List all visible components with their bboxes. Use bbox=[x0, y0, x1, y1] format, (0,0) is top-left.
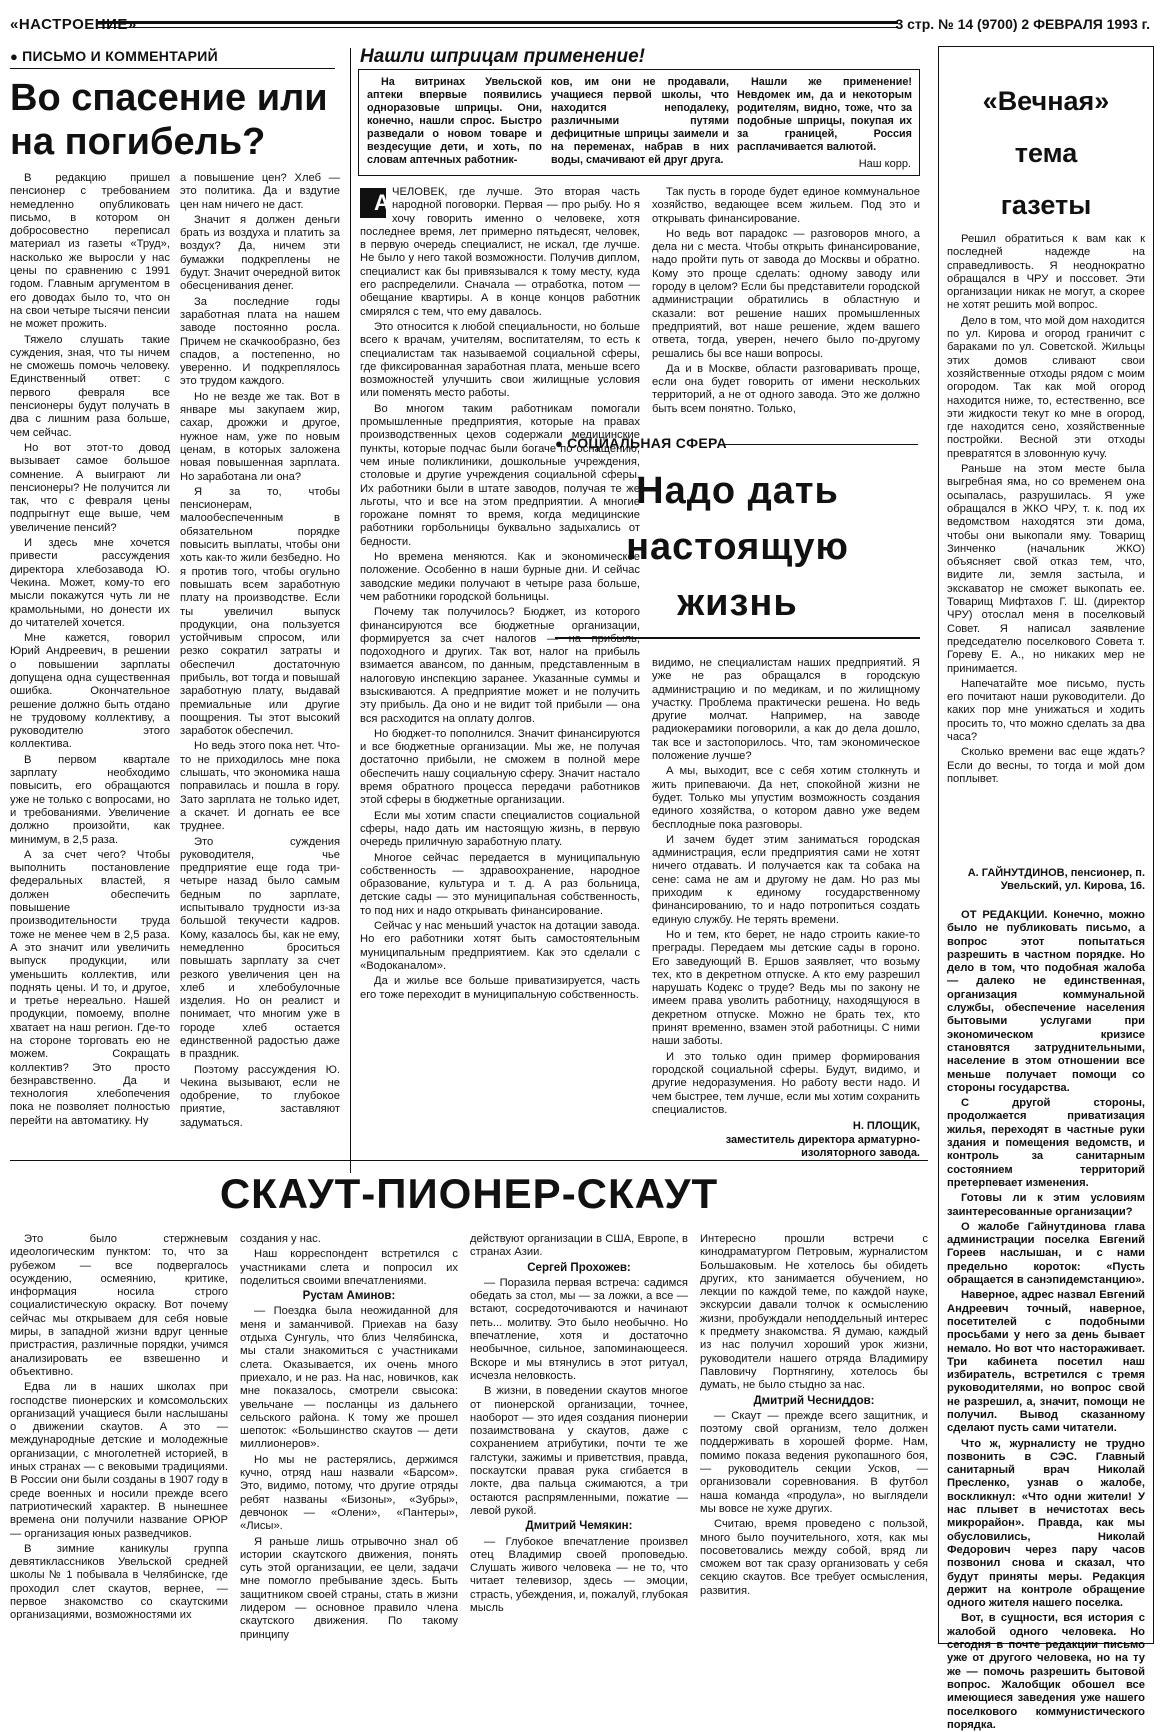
paragraph: А мы, выходит, все с себя хотим столкнуть и жить припеваючи. Да нет, спокойной жизни не будет. Только мы упустим возможность создания единого хозяйства, о котором давно уже ведем бесплодные пока разговоры. bbox=[652, 765, 920, 831]
article4-title bbox=[939, 75, 1153, 231]
paragraph: На витринах Увельской аптеки впервые появились одноразовые шприцы. Они, конечно, нашли спрос. Быстро разведали о новом товаре и вездесущие дети, и хоть, по словам аптечных работник- bbox=[367, 76, 542, 166]
paragraph: Но и тем, кто берет, не надо строить какие-то преграды. Передаем мы детские сады в гороно. Его заведующий В. Ершов заявляет, что возьму тех, кто в декретном отпуске. А кто ему разрешил нарушать Кодекс о труде? Ведь мы по закону не имеем права уволить работницу, находящуюся в декретном отпуске. Можно не брать тех, кто принят временно, взамен этой работницы. С ними наши заботы. bbox=[652, 928, 920, 1048]
paragraph: О жалобе Гайнутдинова глава администрации поселка Евгений Гореев наслышан, и с нами предельно короток: «Пусть обращается в санэпидемстанцию». bbox=[947, 1220, 1145, 1287]
article2-signature: Наш корр. bbox=[858, 158, 911, 170]
paragraph: — Глубокое впечатление произвел отец Владимир своей проповедью. Слушать живого человека — не то, что читает телевизор, здесь — эмоции, страсть, убеждения, и, пожалуй, глубокая мысль bbox=[470, 1535, 689, 1615]
paragraph: А за счет чего? Чтобы выполнить постановление федеральных властей, я должен обеспечить повышение производительности труда тоже не менее чем в 2,5 раза. А это значит или увеличить выпуск продукции, или уменьшить коллектив, или поднять цены. И то, и другое, и третье нереально. Нашей продукции, помоему, вполне хватает на наш регион. Где-то на стороне торговать ею не можем. Сокращать коллектив? Это просто безнравственно. Да и технология хлебопечения пока не позволяет полностью перейти на автоматику. Ну bbox=[10, 848, 170, 1127]
divider bbox=[555, 637, 920, 639]
paragraph: — Поразила первая встреча: садимся обедать за стол, мы — за ложки, а все — встают, сосредоточиваются и начинают петь... молитву. Это было необычно. Но впечатление, хотя и достаточно необычное, сильное, запоминающееся. Вскоре и мы втянулись в этот ритуал, исчезла неловкость. bbox=[470, 1276, 688, 1382]
issue-info: 3 стр. № 14 (9700) 2 ФЕВРАЛЯ 1993 г. bbox=[895, 16, 1150, 32]
paragraph: Поэтому рассуждения Ю. Чекина вызывают, если не одобрение, то глубокое приятие, заставляют задуматься. bbox=[180, 1063, 340, 1129]
article4-editorial bbox=[947, 909, 1145, 1731]
paragraph: Сейчас у нас меньший участок на дотации завода. Но его работники хотят быть самостоятельным муниципальным предприятием. Как это сделали с «Водоканалом». bbox=[360, 920, 640, 972]
paragraph: Многое сейчас передается в муниципальную собственность — здравоохранение, народное образование, культура и т. д. А раз больница, детские сады — это муниципальная собственность, то под них и надо открывать финансирование. bbox=[360, 851, 640, 917]
paragraph: Что ж, журналисту не трудно позвонить в СЭС. Главный санитарный врач Николай Пресленко, узнав о жалобе, воскликнул: «Что одни жители! У нас плывет в нечистотах весь микрорайон». Правда, как мы обусловились, Николай Федорович через пару часов позвонил снова и сказал, что будут приняты меры. Редакция держит на контроле обращение одного жителя нашего поселка. bbox=[947, 1437, 1145, 1610]
title-line: настоящую bbox=[626, 526, 849, 568]
paragraph: Нашли же применение! Невдомек им, да и некоторым родителям, видно, тоже, что за подобные шприцы, покупая их за границей, Россия расплачивается валютой. bbox=[737, 76, 912, 153]
publication-name: «НАСТРОЕНИЕ» bbox=[10, 16, 137, 33]
paragraph: Но ведь вот парадокс — разговоров много, а дела ни с места. Чтобы открыть финансирование, надо пройти путь от завода до Москвы и обратно. Кому это проще сделать: одному заводу или городу в целом? Если бы представители городской администрации обратились в областную и сказали: вот решение наших промышленных предприятий, вот наше решение, ждем вашего ответа, тогда, уверен, нечего было по-другому решались бы все наши вопросы. bbox=[652, 227, 920, 360]
paragraph: Я за то, чтобы пенсионерам, малообеспеченным в обязательном порядке повысить выплаты, чтобы они хоть как-то жили безбедно. Но я против того, чтобы огульно повышать всем заработную плату на производстве. Если ты увеличил выпуск продукции, она пользуется устойчивым спросом, или резко сократил затраты и обеспечил достаточную прибыль, вот тогда и повышай заработную плату, выдавай премиальные или другие поощрения. Ты этот высокий заработок обеспечил. bbox=[180, 485, 340, 738]
header-rule bbox=[98, 21, 898, 24]
paragraph: Дело в том, что мой дом находится по ул. Кирова и огород граничит с бараками по ул. Советской. Жильцы этих домов сливают свои хозяйственные отходы рядом с моим огородом. Так как мой огород находится ниже, то, естественно, все эти жидкости текут ко мне в огород, где находится сено, хозяйственные постройки. Весной эти отходы превратятся в зловонную кучу. bbox=[947, 314, 1145, 460]
paragraph: ЧЕЛОВЕК, где лучше. Это вторая часть народной поговорки. Первая — про рыбу. Но я хочу говорить именно о человеке, хотя последнее время, лет примерно пятьдесят, человек, в первую очередь специалист, не искал, где лучше. Не было у него такой возможности. Получив диплом, специалист как бы привязывался к тому месту, куда его распределили. Сначала — отработка, потом — обещание квартиры. А в конце концов работник смирялся с тем, что ему давалось. bbox=[360, 186, 640, 318]
paragraph: Но ведь этого пока нет. Что-то не приходилось мне пока слышать, что экономика наша поправилась и пошла в гору. Зато зарплата не только идет, а скачет. И догнать ее все труднее. bbox=[180, 740, 340, 833]
article3-signature-title: заместитель директора арматурно-изоляторного завода. bbox=[725, 1134, 920, 1159]
paragraph: Напечатайте мое письмо, пусть его почитают наши руководители. До каких пор мне унижаться и ходить просить то, что можно сделать за два часа? bbox=[947, 677, 1145, 743]
paragraph: ков, им они не продавали, учащиеся первой школы, что находится неподалеку, различными путями дефицитные шприцы заимели и на переменах, набрав в них воды, смачивают ей друг друга. bbox=[551, 76, 729, 166]
rubric-social-sphere: ● СОЦИАЛЬНАЯ СФЕРА bbox=[555, 435, 727, 451]
paragraph: Это суждения руководителя, чье предприятие еще года три-четыре назад было самым бедным по зарплате, испытывало трудности из-за большой текучести кадров. Кому, казалось бы, как не ему, немедленно броситься повышать зарплату за счет резкого увеличения цен на хлеб и хлебобулочные изделия. Но он реалист и понимает, что многим уже в городе хлеб остается единственной радостью даже в праздник. bbox=[180, 835, 340, 1061]
title-line: тема bbox=[1014, 138, 1078, 168]
paragraph: Почему так получилось? Бюджет, из которого финансируются все бюджетные организации, формируется за счет налогов — на прибыль, подоходного и других. Так вот, налог на прибыль взимается авансом, по данным, представленным в налоговую инспекцию заранее. Указанные суммы и взыскиваются. А предприятие может и не получить эту прибыль. Да оно и не видит той прибыли — она вся расходится на оплату долгов. bbox=[360, 606, 640, 725]
article1-column-1 bbox=[10, 172, 170, 1172]
drop-cap: А bbox=[360, 188, 386, 218]
paragraph: Но времена меняются. Как и экономическое положение. Особенно в наши бурные дни. И сейчас заводские медики получают в четыре раза больше, чем работники городской больницы. bbox=[360, 551, 640, 603]
paragraph: Да и жилье все больше приватизируется, часть его тоже переходит в муниципальную собственность. bbox=[360, 975, 640, 1001]
article4-letter bbox=[947, 233, 1145, 863]
speaker-name: Рустам Аминов: bbox=[302, 1290, 396, 1303]
paragraph: Это было стержневым идеологическим пунктом: то, что за рубежом — все подвергалось осуждению, осмеянию, критике, информация носила строго социалистическую окраску. Вот почему сейчас мы открываем для себя новые миры, в западной жизни вдруг ценные пристрастия, различные порядки, учимся анализировать ее взвешенно и объективно. bbox=[10, 1233, 228, 1378]
article3-column-b-bottom bbox=[652, 657, 920, 1116]
title-line: газеты bbox=[1000, 190, 1092, 220]
article5-column-4 bbox=[700, 1233, 928, 1643]
paragraph: Да и в Москве, области разговаривать проще, если она будет говорить от имени нескольких территорий, а не от одного завода. Это же должно быть всем понятно. Только, bbox=[652, 362, 920, 415]
paragraph: Мне кажется, говорил Юрий Андреевич, в решении о повышении зарплаты допущена одна существенная ошибка. Окончательное решение должно быть отдано не трудовому коллективу, а руководителю этого коллектива. bbox=[10, 632, 170, 751]
paragraph: И здесь мне хочется привести рассуждения директора хлебозавода Ю. Чекина. Может, кому-то его мысли покажутся чуть ли не крамольными, но донести их до читателей хочется. bbox=[10, 537, 170, 629]
paragraph: Тяжело слушать такие суждения, зная, что ты ничем не сможешь помочь человеку. Единственный ответ: с первого февраля все пенсионеры будут получать в два с лишним раза больше, чем сейчас. bbox=[10, 333, 170, 439]
article3-title bbox=[555, 463, 920, 631]
divider bbox=[10, 68, 335, 69]
paragraph: — Скаут — прежде всего защитник, и поэтому свой организм, тело должен поддерживать в хорошей форме. Нам, помимо показа ведения рукопашного боя, — руководитель секции Усков, — организовали соревнования. В футбол наша команда «продула», но выглядели мы вовсе не хуже других. bbox=[700, 1409, 928, 1515]
article3-column-a bbox=[360, 186, 640, 1151]
paragraph: — Поездка была неожиданной для меня и заманчивой. Приехав на базу отдыха Сунгуль, что близ Челябинска, мы стали знакомиться с участниками слета. Оказывается, их очень много приехало, и не раз. На нас, новичков, как мне показалось, смотрели свысока: увельчане — посланцы из дальнего сельского района. К тому же прошел шепоток: «Большинство скаутов — дети миллионеров». bbox=[240, 1305, 458, 1451]
paragraph: Сколько времени вас еще ждать? Если до весны, то тогда и мой дом поплывет. bbox=[947, 746, 1145, 785]
article-title: Во спасение или на погибель? bbox=[10, 77, 328, 163]
article5-column-1 bbox=[10, 1233, 228, 1643]
paragraph: а повышение цен? Хлеб — это политика. Да и вздутие цен нам ничего не даст. bbox=[180, 172, 340, 211]
paragraph: Раньше на этом месте была выгребная яма, но со временем она осыпалась, разрушилась. Я уже обращался в ЖКО ЧРУ, т. к. под их ведомством находятся эти дома, чтобы они выкопали яму. Товарищ Зинченко (начальник ЖКО) объясняет свой отказ тем, что, видите ли, земля застыла, и экскаватор не сможет выкопать ее. Товарищ Мифтахов Г. Ш. (директор ЧРУ) отослал меня в поселковый Совет. Я написал заявление председателю поселкового Совета т. Гореву Е. А., но никаких мер не принимается. bbox=[947, 463, 1145, 675]
paragraph: В первом квартале зарплату необходимо повысить, его обращаются уже не только с вопросами, но и требованиями. Увеличение должно произойти, как минимум, в 2,5 раза. bbox=[10, 753, 170, 846]
speaker-name: Дмитрий Чемякин: bbox=[525, 1520, 633, 1533]
article2-column-2 bbox=[551, 76, 729, 171]
article5-column-2 bbox=[240, 1233, 458, 1643]
paragraph: Наверное, адрес назвал Евгений Андреевич точный, наверное, посетителей с подобными просьбами у него за день бывает немало. Но вот что настораживает. Три кабинета посетил наш избиратель, встретился с тремя руководителями, но вопрос свой не разрешил, а, значит, помощи не получил. Вывод сказанному сделают пусть сами читатели. bbox=[947, 1289, 1145, 1435]
rubric-letter-comment: ● ПИСЬМО И КОММЕНТАРИЙ bbox=[10, 48, 218, 64]
article1-column-2 bbox=[180, 172, 340, 1172]
paragraph: С другой стороны, продолжается приватизация жилья, переходят в частные руки здания и помещения ведомств, и контроль за санитарным состоянием территорий претерпевает изменения. bbox=[947, 1097, 1145, 1189]
paragraph: Но не везде же так. Вот в январе мы закупаем жир, сахар, дрожжи и другое, нужное нам, уже по новым ценам, в которых заложена новая повышенная зарплата. Но заработана ли она? bbox=[180, 390, 340, 483]
paragraph: Но бюджет-то пополнился. Значит финансируются и все бюджетные организации. Мы же, не получая достаточно прибыли, не сможем в полной мере обеспечить нашу социальную сферу. Значит настало время обратного процесса передачи работников этой сферы в бюджетные организации. bbox=[360, 727, 640, 807]
paragraph: И это только один пример формирования городской социальной сферы. Будут, видимо, и другие недоразумения. Но работу вести надо. И чем быстрее, тем лучше, если мы хотим сохранить специалистов. bbox=[652, 1050, 920, 1116]
paragraph: Но мы не растерялись, держимся кучно, отряд наш назвали «Барсом». Это, видимо, потому, что другие отряды ребят названы «Бизоны», «Зубры», девчонок — «Олени», «Пантеры», «Лисы». bbox=[240, 1453, 458, 1533]
paragraph: действуют организации в США, Европе, в странах Азии. bbox=[470, 1233, 688, 1259]
paragraph: Но вот этот-то довод вызывает самое большое сомнение. А выиграют ли пенсионеры? Не получится ли так, что с февраля цены подпрыгнут еще выше, чем увеличение пенсий? bbox=[10, 441, 170, 534]
paragraph: Так пусть в городе будет единое коммунальное хозяйство, ведающее всем жильем. Под это и открывать финансирование. bbox=[652, 186, 920, 225]
paragraph: За последние годы заработная плата на нашем заводе постоянно росла. Причем не скачкообразно, без спадов, а постепенно, но уверенно. И подкреплялось это трудом каждого. bbox=[180, 295, 340, 388]
paragraph: Наш корреспондент встретился с участниками слета и попросил их поделиться своими впечатлениями. bbox=[240, 1248, 458, 1287]
title-line: жизнь bbox=[677, 582, 798, 624]
paragraph: Решил обратиться к вам как к последней надежде на справедливость. Я неоднократно обращался в ЧРУ и поссовет. Эти организации никак не могут, а скорее не хотят решить мой вопрос. bbox=[947, 233, 1145, 312]
article5-title: СКАУТ-ПИОНЕР-СКАУТ bbox=[219, 1170, 719, 1217]
paragraph: видимо, не специалистам наших предприятий. Я уже не раз обращался в городскую администрацию и по медикам, и по жилищному участку. Проблема практически решена. Но ведь другие молчат. Например, на заводе радиокерамики поговорили, а как до дела дошло, так все и застопорилось. Что, там экономическое положение лучше? bbox=[652, 657, 920, 763]
paragraph: И зачем будет этим заниматься городская администрация, если предприятия сами не хотят ничего отдавать. И получается как та собака на сене: сама не ам и другому не дам. Но раз мы приходим к единому государственному финансированию, то и надо потропиться создать единую службу. Не терять времени. bbox=[652, 833, 920, 926]
paragraph: Во многом таким работникам помогали промышленные предприятия, которые на правах производственных цехов содержали медицинские пункты, которые подчас были богаче по оснащению, чем иные поликлиники, дошкольные учреждения, столовые и другие учреждения социальной сферы. Их работники были в штате заводов, получая те же льготы, что и все на этом предприятии. А многие горожане помнят то время, когда медицинские работники горбольницы буквально задыхались от бедности. bbox=[360, 402, 640, 548]
header-rule-thin bbox=[98, 27, 898, 28]
paragraph: Готовы ли к этим условиям заинтересованные организации? bbox=[947, 1192, 1145, 1218]
article5-column-3 bbox=[470, 1233, 688, 1643]
paragraph: В зимние каникулы группа девятиклассников Увельской средней школы № 1 побывала в Челябинске, где проходил слет скаутов, вернее, — первое знакомство со скаутскими организациями, возможностями их bbox=[10, 1542, 228, 1622]
column-rule bbox=[350, 48, 351, 1173]
article2-title: Нашли шприцам применение! bbox=[360, 46, 645, 67]
paragraph: Интересно прошли встречи с кинодраматургом Петровым, журналистом Большаковым. Не хотелось бы обидеть других, кто занимается обучением, но лекции по каждой теме, по каждой науке, экскурсии давали толчок к осмыслению жизни, пробуждали неподдельный интерес к предмету знакомства. Я думаю, каждый из нас получил хороший урок жизни, руководители нашего отряда Владимиру Павловичу Портнягину, хотелось бы думать, не было стыдно за нас. bbox=[700, 1233, 928, 1392]
page-header bbox=[10, 14, 1150, 42]
speaker-name: Сергей Прохожев: bbox=[527, 1261, 631, 1274]
title-line: Надо дать bbox=[636, 470, 839, 512]
paragraph: В жизни, в поведении скаутов многое от пионерской организации, точнее, наоборот — это идея создания пионерии позаимствована у скаутов, даже с сохранением атрибутики, почти те же галстуки, зажимы и приветствия, правда, поскаутски правая рука сгибается в локте, два пальца сжимаются, а три остаются распрямленными, пожатие — левой рукой. bbox=[470, 1385, 688, 1517]
article3-signature-name: Н. ПЛОЩИК, bbox=[852, 1120, 920, 1132]
divider bbox=[718, 444, 918, 445]
paragraph: В редакцию пришел пенсионер с требованием немедленно опубликовать письмо, в котором он добросовестно переписал материал из газеты «Труд», насколько же выросли у нас цены по сравнению с 1991 годом. Главным аргументом в его доводах было то, что он на свои четыре тысячи пенсии не может прожить. bbox=[10, 172, 170, 331]
paragraph: Вот, в сущности, вся история с жалобой одного человека. Но сегодня в почте редакции письмо уже от другого человека, но на ту же — помочь разрешить бытовой вопрос. Жалобщик обошел все имеющиеся заведения уже нашего поселкового коммунистического порядка. bbox=[947, 1612, 1145, 1731]
article2-column-1 bbox=[367, 76, 542, 171]
paragraph: создания у нас. bbox=[240, 1233, 321, 1245]
section-divider bbox=[10, 1160, 928, 1161]
article2-box bbox=[358, 69, 920, 176]
paragraph: Это относится к любой специальности, но больше всего к врачам, учителям, воспитателям, то есть к специалистам так называемой социальной сферы, где фиксированная заработная плата, меньше всего возможностей улучшить свои жилищные условия или поменять место работы. bbox=[360, 320, 640, 400]
speaker-name: Дмитрий Чесниддов: bbox=[753, 1394, 875, 1407]
article3-column-b-top bbox=[652, 186, 920, 416]
paragraph: Если мы хотим спасти специалистов социальной сферы, надо дать им настоящую жизнь, в первую очередь приличную заработную плату. bbox=[360, 809, 640, 849]
paragraph: Я раньше лишь отрывочно знал об истории скаутского движения, понять суть этой организации, ее цели, задачи мне помогло пребывание здесь. Быть защитником своей страны, стать в жизни лидером — основное правило члена скаутского движения. По такому принципу bbox=[240, 1535, 458, 1641]
paragraph: Едва ли в наших школах при господстве пионерских и комсомольских организаций учащиеся были наслышаны о движении скаутов. А это — международные детские и молодежные организации, с многолетней историей, в иных странах — с вековыми традициями. В России они были созданы в 1907 году в среде военных и носили прежде всего патриотический характер. В нынешнее времена они получили название ОРЮР — организация юных разведчиков. bbox=[10, 1381, 228, 1540]
article4-box bbox=[938, 46, 1154, 1731]
paragraph: Считаю, время проведено с пользой, много было поучительного, хотя, как мы посоветовались между собой, вряд ли сможем вот так сразу организовать у себя секцию скаутов. Все требует осмысления, развития. bbox=[700, 1518, 928, 1597]
paragraph: ОТ РЕДАКЦИИ. Конечно, можно было не публиковать письмо, а вопрос этот попытаться разрешить в частном порядке. Но дело в том, что подобная жалоба — далеко не единственная, организация коммунальной службы, обеспечение населения бытовыми услугами при экономическом кризисе становятся затруднительными, население в этом отношении все меньше получает помощи со стороны государства. bbox=[947, 909, 1145, 1094]
article2-column-3 bbox=[737, 76, 912, 161]
article4-signature: А. ГАЙНУТДИНОВ, пенсионер, п. Увельский, ул. Кирова, 16. bbox=[967, 867, 1145, 892]
title-line: «Вечная» bbox=[982, 86, 1110, 116]
paragraph: Значит я должен деньги брать из воздуха и платить за воздух? Да, ничем эти бумажки подкреплены не будут. Значит очередной виток обесценивания денег. bbox=[180, 213, 340, 293]
